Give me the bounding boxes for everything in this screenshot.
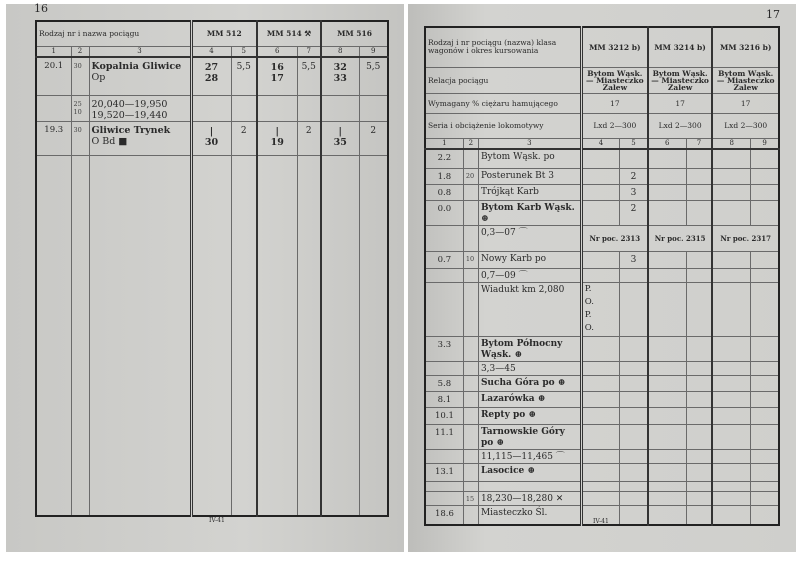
run-time: 2 [297, 122, 321, 156]
speed-limit [463, 408, 478, 425]
empty-cell [751, 464, 779, 482]
time-value: 33 [333, 72, 347, 84]
time-value: | [338, 126, 342, 137]
train-name: MM 3212 b) [581, 27, 648, 67]
column-number: 4 [581, 138, 619, 149]
empty-cell [686, 464, 712, 482]
table-row [425, 201, 779, 226]
table-row [425, 376, 779, 392]
empty-cell [712, 269, 750, 283]
right-timetable [424, 26, 780, 526]
time-value: 30 [204, 137, 219, 148]
time-value: 27 [204, 61, 219, 73]
signal-mark: P. O. P. O. [581, 283, 619, 337]
speed-limit: 20 [463, 169, 478, 185]
empty-cell [751, 185, 779, 201]
empty-cell [712, 169, 750, 185]
empty-cell [751, 269, 779, 283]
column-number: 7 [686, 138, 712, 149]
speed-limit [463, 185, 478, 201]
empty-cell [686, 283, 712, 337]
station-name: 18,230—18,280 ✕ [478, 492, 581, 506]
empty-cell [686, 492, 712, 506]
signal-mark [581, 252, 619, 269]
table-row [425, 169, 779, 185]
column-number: 6 [648, 138, 686, 149]
empty-cell [686, 376, 712, 392]
time-cell [321, 57, 359, 96]
speed-limit: 25 10 [71, 96, 89, 122]
signal-mark [581, 269, 619, 283]
time-cell [257, 122, 297, 156]
station-name: Wiadukt km 2,080 [478, 283, 581, 337]
signal-mark [581, 149, 619, 169]
empty-cell [712, 506, 750, 525]
empty-cell [751, 201, 779, 226]
empty-cell [648, 376, 686, 392]
table-row [425, 362, 779, 376]
header-label: Rodzaj nr i nazwa pociągu [36, 21, 191, 46]
station-name: Lazarówka ⊕ [478, 392, 581, 408]
time-value: 17 [270, 72, 284, 84]
empty-cell [751, 450, 779, 464]
km-value: 5.8 [425, 376, 463, 392]
empty-cell [648, 464, 686, 482]
speed-limit [463, 450, 478, 464]
time-cell [191, 57, 231, 96]
time-value: 16 [270, 61, 284, 73]
empty-cell [712, 283, 750, 337]
station-name: Bytom Północny Wąsk. ⊕ [478, 337, 581, 362]
column-number: 8 [321, 46, 359, 57]
run-time [620, 482, 648, 492]
run-time [620, 464, 648, 482]
empty-cell [712, 337, 750, 362]
km-value: 0.7 [425, 252, 463, 269]
empty-cell [686, 337, 712, 362]
speed-limit [463, 464, 478, 482]
empty-cell [648, 425, 686, 450]
speed-limit [463, 226, 478, 252]
table-row [425, 269, 779, 283]
empty-cell [712, 392, 750, 408]
empty-cell [686, 392, 712, 408]
table-row [425, 226, 779, 252]
train-label: Rodzaj i nr pociągu (nazwa) klasa wagonów i okres kursowania [425, 27, 581, 67]
station-name: Tarnowskie Góry po ⊕ [478, 425, 581, 450]
signal-mark [581, 337, 619, 362]
empty-cell [648, 185, 686, 201]
train-relation: Bytom Wąsk.— Miasteczko Zalew [648, 67, 713, 93]
column-number: 2 [71, 46, 89, 57]
empty-cell [191, 156, 231, 516]
column-number: 4 [191, 46, 231, 57]
speed-limit: 30 [71, 57, 89, 96]
station-name: Kopalnia Gliwice [91, 60, 182, 72]
km-value [425, 283, 463, 337]
table-row [425, 464, 779, 482]
speed-limit [463, 362, 478, 376]
empty-cell [686, 201, 712, 226]
empty-cell [648, 392, 686, 408]
empty-cell [321, 156, 359, 516]
station-cell [89, 122, 191, 156]
empty-cell [648, 408, 686, 425]
km-value [425, 362, 463, 376]
empty-cell [712, 201, 750, 226]
empty-cell [648, 169, 686, 185]
run-time [620, 376, 648, 392]
signal-mark [581, 392, 619, 408]
table-row [425, 185, 779, 201]
empty-cell [751, 283, 779, 337]
time-value: 19 [270, 137, 284, 148]
left-timetable [35, 20, 389, 517]
empty-cell [71, 156, 89, 516]
station-cell [89, 57, 191, 96]
time-cell [257, 57, 297, 96]
column-number: 3 [89, 46, 191, 57]
station-note: O Bd ■ [91, 136, 128, 147]
column-number: 9 [751, 138, 779, 149]
table-row [425, 408, 779, 425]
empty-cell [359, 156, 388, 516]
empty-cell [648, 201, 686, 226]
speed-limit [463, 376, 478, 392]
time-value: | [275, 126, 279, 137]
right-page [408, 4, 796, 552]
table-row [36, 57, 388, 96]
run-time: 5,5 [231, 57, 257, 96]
run-time [231, 96, 257, 122]
station-name: Sucha Góra po ⊕ [478, 376, 581, 392]
loco-label: Seria i obciążenie lokomotywy [425, 113, 581, 138]
speed-limit: 15 [463, 492, 478, 506]
station-name: Miasteczko Śl. [478, 506, 581, 525]
signal-mark [581, 185, 619, 201]
km-value: 0.8 [425, 185, 463, 201]
km-value: 19.3 [36, 122, 71, 156]
footer-code: IV-41 [593, 518, 609, 525]
footer-code: IV-41 [209, 517, 225, 524]
km-value [425, 450, 463, 464]
empty-cell [712, 450, 750, 464]
empty-cell [686, 149, 712, 169]
empty-cell [36, 156, 71, 516]
train-relation: Bytom Wąsk.— Miasteczko Zalew [712, 67, 779, 93]
page-number: 17 [766, 8, 780, 21]
run-time [620, 425, 648, 450]
empty-cell [648, 269, 686, 283]
signal-mark [581, 362, 619, 376]
station-name: Lasocice ⊕ [478, 464, 581, 482]
empty-cell [89, 156, 191, 516]
station-name: 0,3—07 ⌒ [478, 226, 581, 252]
time-cell [257, 96, 297, 122]
station-name: Bytom Wąsk. po [478, 149, 581, 169]
run-time: 2 [620, 201, 648, 226]
time-value: | [209, 126, 214, 137]
empty-cell [686, 408, 712, 425]
train-header: MM 514 ⚒ [257, 21, 321, 46]
train-loco: Lxd 2—300 [648, 113, 713, 138]
empty-cell [686, 169, 712, 185]
empty-cell [712, 408, 750, 425]
empty-cell [648, 450, 686, 464]
empty-cell [712, 464, 750, 482]
empty-cell [297, 156, 321, 516]
run-time: 2 [231, 122, 257, 156]
run-time [620, 283, 648, 337]
station-note: Op [91, 71, 106, 83]
empty-cell [648, 362, 686, 376]
empty-cell [751, 482, 779, 492]
empty-cell [751, 408, 779, 425]
table-row [425, 283, 779, 337]
run-time [620, 337, 648, 362]
table-row [425, 450, 779, 464]
time-value: 35 [333, 137, 347, 148]
run-time: 2 [359, 122, 388, 156]
station-cell [89, 96, 191, 122]
empty-cell [686, 506, 712, 525]
empty-cell [712, 376, 750, 392]
km-value: 3.3 [425, 337, 463, 362]
empty-cell [686, 362, 712, 376]
empty-cell [686, 425, 712, 450]
time-value: 32 [333, 61, 347, 73]
train-number-change: Nr poc. 2313 [581, 226, 648, 252]
brake-label: Wymagany % ciężaru hamującego [425, 93, 581, 113]
run-time: 5,5 [359, 57, 388, 96]
time-value: 28 [204, 72, 219, 84]
km-value: 18.6 [425, 506, 463, 525]
train-name: MM 3216 b) [712, 27, 779, 67]
speed-limit [463, 482, 478, 492]
empty-cell [712, 185, 750, 201]
run-time: 3 [620, 252, 648, 269]
empty-cell [751, 376, 779, 392]
run-time: 5,5 [297, 57, 321, 96]
empty-cell [648, 492, 686, 506]
signal-mark [581, 169, 619, 185]
table-row [425, 337, 779, 362]
empty-cell [712, 362, 750, 376]
run-time [620, 506, 648, 525]
signal-mark [581, 450, 619, 464]
speed-limit: 10 [463, 252, 478, 269]
empty-cell [751, 492, 779, 506]
train-header: MM 516 [321, 21, 388, 46]
empty-cell [648, 149, 686, 169]
station-name: 0,7—09 ⌒ [478, 269, 581, 283]
table-row [425, 482, 779, 492]
empty-cell [751, 337, 779, 362]
km-value: 8.1 [425, 392, 463, 408]
table-row [36, 122, 388, 156]
empty-cell [648, 337, 686, 362]
column-number: 7 [297, 46, 321, 57]
train-number-change: Nr poc. 2317 [712, 226, 779, 252]
km-value [425, 269, 463, 283]
table-row [425, 149, 779, 169]
train-loco: Lxd 2—300 [581, 113, 648, 138]
station-name: Gliwice Trynek [91, 125, 171, 136]
km-value: 1.8 [425, 169, 463, 185]
km-value: 0.0 [425, 201, 463, 226]
station-note: 19,520—19,440 [91, 110, 168, 121]
speed-limit: 30 [71, 122, 89, 156]
table-row [425, 252, 779, 269]
signal-mark [581, 408, 619, 425]
station-name: 3,3—45 [478, 362, 581, 376]
time-cell [321, 122, 359, 156]
km-value: 2.2 [425, 149, 463, 169]
empty-cell [751, 506, 779, 525]
speed-limit [463, 283, 478, 337]
train-brake: 17 [581, 93, 648, 113]
run-time [620, 492, 648, 506]
empty-cell [751, 252, 779, 269]
station-name: 11,115—11,465 ⌒ [478, 450, 581, 464]
column-number: 9 [359, 46, 388, 57]
table-row [36, 96, 388, 122]
column-number: 3 [478, 138, 581, 149]
speed-limit [463, 149, 478, 169]
speed-limit [463, 269, 478, 283]
speed-limit [463, 201, 478, 226]
run-time [620, 408, 648, 425]
empty-cell [712, 492, 750, 506]
speed-limit [463, 506, 478, 525]
station-name [478, 482, 581, 492]
station-name: 20,040—19,950 [91, 99, 168, 110]
column-number: 8 [712, 138, 750, 149]
signal-mark [581, 492, 619, 506]
km-value: 11.1 [425, 425, 463, 450]
left-page [6, 4, 404, 552]
run-time [620, 450, 648, 464]
column-number: 1 [425, 138, 463, 149]
train-name: MM 3214 b) [648, 27, 713, 67]
empty-cell [257, 156, 297, 516]
run-time: 3 [620, 185, 648, 201]
station-name: Repty po ⊕ [478, 408, 581, 425]
signal-mark [581, 201, 619, 226]
empty-cell [231, 156, 257, 516]
km-value: 20.1 [36, 57, 71, 96]
km-value: 10.1 [425, 408, 463, 425]
km-value: 13.1 [425, 464, 463, 482]
train-number-change: Nr poc. 2315 [648, 226, 713, 252]
empty-cell [686, 269, 712, 283]
time-cell [191, 96, 231, 122]
km-value [425, 482, 463, 492]
station-name: Posterunek Bt 3 [478, 169, 581, 185]
empty-cell [648, 252, 686, 269]
empty-cell [751, 169, 779, 185]
empty-cell [712, 149, 750, 169]
empty-cell [686, 482, 712, 492]
column-number: 5 [620, 138, 648, 149]
train-brake: 17 [712, 93, 779, 113]
column-number: 2 [463, 138, 478, 149]
relation-label: Relacja pociągu [425, 67, 581, 93]
table-row [425, 425, 779, 450]
empty-cell [751, 149, 779, 169]
page-number: 16 [34, 2, 48, 15]
empty-cell [751, 425, 779, 450]
speed-limit [463, 392, 478, 408]
speed-limit [463, 337, 478, 362]
empty-cell [648, 482, 686, 492]
empty-cell [686, 252, 712, 269]
table-row [425, 392, 779, 408]
column-number: 5 [231, 46, 257, 57]
empty-cell [712, 425, 750, 450]
run-time: 2 [620, 169, 648, 185]
train-brake: 17 [648, 93, 713, 113]
run-time [297, 96, 321, 122]
empty-cell [648, 506, 686, 525]
time-cell [321, 96, 359, 122]
empty-cell [686, 185, 712, 201]
train-loco: Lxd 2—300 [712, 113, 779, 138]
km-value [425, 226, 463, 252]
time-cell [191, 122, 231, 156]
empty-cell [686, 450, 712, 464]
empty-cell [648, 283, 686, 337]
run-time [620, 392, 648, 408]
km-value [36, 96, 71, 122]
signal-mark [581, 376, 619, 392]
column-number: 6 [257, 46, 297, 57]
empty-cell [751, 392, 779, 408]
run-time [620, 269, 648, 283]
train-relation: Bytom Wąsk.— Miasteczko Zalew [581, 67, 648, 93]
signal-mark [581, 482, 619, 492]
speed-limit [463, 425, 478, 450]
run-time [620, 362, 648, 376]
column-number: 1 [36, 46, 71, 57]
run-time [359, 96, 388, 122]
signal-mark [581, 464, 619, 482]
station-name: Bytom Karb Wąsk. ⊕ [478, 201, 581, 226]
run-time [620, 149, 648, 169]
table-row [425, 492, 779, 506]
km-value [425, 492, 463, 506]
empty-cell [712, 482, 750, 492]
train-header: MM 512 [191, 21, 257, 46]
station-name: Trójkąt Karb [478, 185, 581, 201]
signal-mark [581, 425, 619, 450]
empty-cell [712, 252, 750, 269]
empty-cell [751, 362, 779, 376]
station-name: Nowy Karb po [478, 252, 581, 269]
